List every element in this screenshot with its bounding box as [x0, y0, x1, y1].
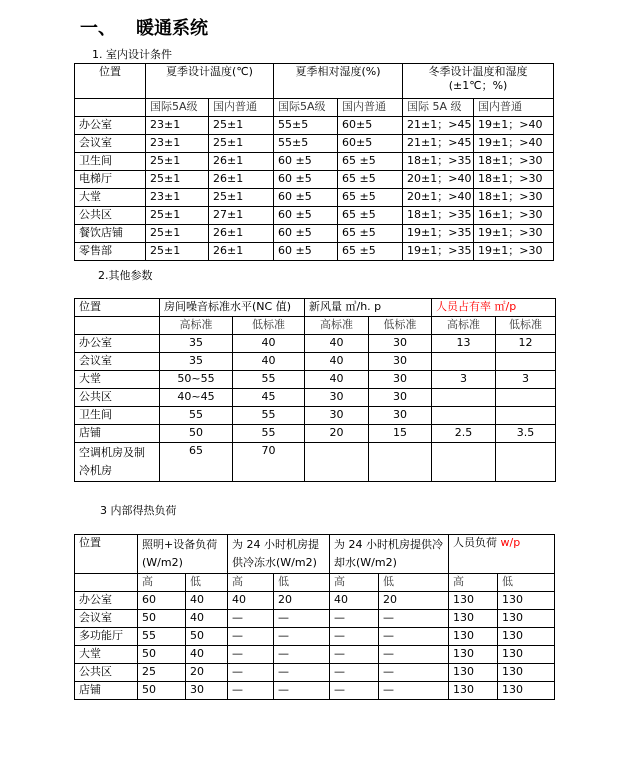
table-cell: — [330, 664, 379, 682]
table-cell: — [330, 628, 379, 646]
header-summer-temp: 夏季设计温度(℃) [146, 64, 274, 99]
table-cell: 3 [496, 371, 556, 389]
subheader-cell: 国内普通 [209, 99, 274, 117]
subheader-cell: 国内普通 [338, 99, 403, 117]
table-cell: 21±1；>45 [403, 135, 474, 153]
table-cell: — [330, 610, 379, 628]
table-cell: 40 [186, 646, 228, 664]
header-position: 位置 [75, 64, 146, 99]
table-row [75, 646, 555, 664]
table-cell: 20 [379, 592, 449, 610]
table-cell: 60 ±5 [274, 207, 338, 225]
table-row [75, 610, 555, 628]
subheader-cell: 低 [274, 574, 330, 592]
section-heading [80, 14, 208, 40]
table-cell [496, 389, 556, 407]
table-cell: 25±1 [146, 225, 209, 243]
subheader-cell: 高标准 [305, 317, 369, 335]
table-cell: 30 [369, 353, 432, 371]
subheader-cell: 高 [449, 574, 498, 592]
row-label: 多功能厅 [75, 628, 138, 646]
table-cell [305, 443, 369, 482]
table-cell: 55±5 [274, 117, 338, 135]
subheader-cell: 高 [138, 574, 186, 592]
subheader-cell: 低 [498, 574, 555, 592]
table-cell: 130 [498, 610, 555, 628]
header-people-load [449, 535, 555, 574]
table-cell: 30 [369, 389, 432, 407]
table-cell: — [379, 610, 449, 628]
table-cell: 26±1 [209, 225, 274, 243]
subheader-cell: 国内普通 [474, 99, 554, 117]
table-row [75, 628, 555, 646]
table-cell: 60 ±5 [274, 225, 338, 243]
table-cell: 30 [369, 407, 432, 425]
table-cell: 130 [498, 664, 555, 682]
header-position: 位置 [75, 535, 138, 574]
row-label: 公共区 [75, 664, 138, 682]
table-cell: — [228, 610, 274, 628]
table-cell: 18±1；>30 [474, 171, 554, 189]
row-label: 公共区 [75, 389, 160, 407]
row-label: 空调机房及制冷机房 [75, 443, 160, 482]
header-noise: 房间噪音标准水平(NC 值) [160, 299, 305, 317]
row-label: 公共区 [75, 207, 146, 225]
table-cell [369, 443, 432, 482]
table-cell: — [379, 682, 449, 700]
header-winter [403, 64, 554, 99]
table-cell: — [274, 628, 330, 646]
table-cell: 65 ±5 [338, 207, 403, 225]
table-cell: 65 ±5 [338, 243, 403, 261]
subheader-cell: 低 [186, 574, 228, 592]
row-label: 餐饮店铺 [75, 225, 146, 243]
row-label: 大堂 [75, 646, 138, 664]
table-row [75, 207, 554, 225]
table-cell [496, 353, 556, 371]
table-cell: 30 [369, 371, 432, 389]
table-cell: — [228, 628, 274, 646]
subheader-cell: 低 [379, 574, 449, 592]
table-cell: 18±1；>35 [403, 207, 474, 225]
row-label: 办公室 [75, 592, 138, 610]
table-row [75, 592, 555, 610]
table-cell: — [330, 682, 379, 700]
table-row [75, 153, 554, 171]
header-fresh-air: 新风量 ㎥/h. p [305, 299, 432, 317]
table-row [75, 443, 556, 482]
table-cell: 20 [186, 664, 228, 682]
table-cell [432, 353, 496, 371]
table-cell: 19±1；>35 [403, 243, 474, 261]
table-cell: 23±1 [146, 117, 209, 135]
table-cell: 40 [233, 353, 305, 371]
table-cell [432, 407, 496, 425]
table-cell: 130 [498, 628, 555, 646]
header-empty [75, 99, 146, 117]
table-cell: 50 [138, 682, 186, 700]
table-cell: 19±1；>35 [403, 225, 474, 243]
table-cell: — [228, 682, 274, 700]
header-people-label: 人员负荷 [453, 536, 498, 549]
table-cell: 55 [233, 407, 305, 425]
table-cell: 40 [330, 592, 379, 610]
table-cell: 130 [498, 592, 555, 610]
table-cell: 40 [228, 592, 274, 610]
header-cooling-water: 为 24 小时机房提供冷却水(W/m2) [330, 535, 449, 574]
table-cell [496, 443, 556, 482]
table-cell: 35 [160, 335, 233, 353]
table-cell: — [379, 646, 449, 664]
table-cell: 60 ±5 [274, 189, 338, 207]
row-label: 办公室 [75, 335, 160, 353]
table-cell: 19±1；>30 [474, 243, 554, 261]
table-cell: 20 [274, 592, 330, 610]
heading-number: 一、 [80, 18, 116, 39]
table-cell: 26±1 [209, 153, 274, 171]
subheader-cell: 高标准 [160, 317, 233, 335]
section3-title: 3 内部得热负荷 [100, 504, 177, 517]
table-cell: 3.5 [496, 425, 556, 443]
table-cell: 40 [305, 335, 369, 353]
row-label: 会议室 [75, 135, 146, 153]
table-cell: 130 [498, 646, 555, 664]
table-cell: 25±1 [209, 189, 274, 207]
row-label: 办公室 [75, 117, 146, 135]
table-cell: 50 [186, 628, 228, 646]
table-row [75, 189, 554, 207]
table-cell: 70 [233, 443, 305, 482]
table-cell: 13 [432, 335, 496, 353]
subheader-cell: 高 [330, 574, 379, 592]
table-row [75, 171, 554, 189]
header-empty [75, 317, 160, 335]
table-cell: 18±1；>30 [474, 189, 554, 207]
table-cell: 130 [449, 628, 498, 646]
table-cell: 60±5 [338, 135, 403, 153]
table-cell: 55 [160, 407, 233, 425]
table-cell: 60 ±5 [274, 171, 338, 189]
table-cell: 40 [186, 610, 228, 628]
table-cell: 130 [449, 664, 498, 682]
table-cell: 65 ±5 [338, 225, 403, 243]
other-parameters-table [74, 298, 556, 482]
subheader-cell: 低标准 [496, 317, 556, 335]
table-cell: 50 [138, 646, 186, 664]
table-cell: 25±1 [146, 153, 209, 171]
table-cell: 23±1 [146, 135, 209, 153]
table-cell: 25±1 [146, 243, 209, 261]
table-cell: 130 [449, 682, 498, 700]
indoor-design-table [74, 63, 554, 261]
table-cell: — [274, 682, 330, 700]
table-cell: 65 ±5 [338, 171, 403, 189]
table-row [75, 335, 556, 353]
section2-title: 2.其他参数 [98, 269, 153, 282]
table-cell: 65 [160, 443, 233, 482]
table-cell: 40 [305, 353, 369, 371]
table-cell: 40 [186, 592, 228, 610]
table-cell: 30 [186, 682, 228, 700]
table-row [75, 664, 555, 682]
row-label: 卫生间 [75, 153, 146, 171]
table-cell: — [274, 646, 330, 664]
table-cell: 130 [498, 682, 555, 700]
table-cell: — [274, 664, 330, 682]
table-row [75, 225, 554, 243]
row-label: 电梯厅 [75, 171, 146, 189]
header-winter-line1: 冬季设计温度和湿度 [428, 65, 528, 78]
subheader-cell: 高标准 [432, 317, 496, 335]
header-lighting: 照明+设备负荷(W/m2) [138, 535, 228, 574]
table-cell: 25±1 [146, 171, 209, 189]
subheader-cell: 低标准 [369, 317, 432, 335]
subheader-cell: 国际5A级 [274, 99, 338, 117]
table-cell: 65 ±5 [338, 189, 403, 207]
table-cell: 26±1 [209, 171, 274, 189]
table-cell: 25±1 [146, 207, 209, 225]
table-cell: — [379, 664, 449, 682]
table-cell: 20±1；>40 [403, 171, 474, 189]
table-cell: 30 [305, 407, 369, 425]
table-cell: 55 [138, 628, 186, 646]
table-cell: 130 [449, 610, 498, 628]
table-cell: 40 [305, 371, 369, 389]
table-cell: 55 [233, 425, 305, 443]
table-cell: 40 [233, 335, 305, 353]
row-label: 卫生间 [75, 407, 160, 425]
table-cell: 50 [160, 425, 233, 443]
table-cell: 25±1 [209, 117, 274, 135]
table-cell: 26±1 [209, 243, 274, 261]
row-label: 店铺 [75, 425, 160, 443]
table-cell: — [228, 646, 274, 664]
table-row [75, 682, 555, 700]
internal-heat-gain-table [74, 534, 555, 700]
table-cell: 21±1；>45 [403, 117, 474, 135]
table-cell: 2.5 [432, 425, 496, 443]
table-row [75, 389, 556, 407]
table-cell: 60±5 [338, 117, 403, 135]
table-cell: 55 [233, 371, 305, 389]
table-cell: — [228, 664, 274, 682]
section1-title: 1. 室内设计条件 [92, 48, 172, 61]
table-cell: 16±1；>30 [474, 207, 554, 225]
table-cell [432, 389, 496, 407]
header-position: 位置 [75, 299, 160, 317]
table-cell: 45 [233, 389, 305, 407]
row-label: 大堂 [75, 189, 146, 207]
table-cell [432, 443, 496, 482]
table-cell: 50 [138, 610, 186, 628]
row-label: 大堂 [75, 371, 160, 389]
table-cell: 12 [496, 335, 556, 353]
subheader-cell: 低标准 [233, 317, 305, 335]
heading-title: 暖通系统 [136, 18, 208, 39]
table-cell: 19±1；>30 [474, 225, 554, 243]
table-cell: 15 [369, 425, 432, 443]
table-cell: 130 [449, 592, 498, 610]
table-cell: — [274, 610, 330, 628]
row-label: 店铺 [75, 682, 138, 700]
table-row [75, 425, 556, 443]
header-chilled-water: 为 24 小时机房提供冷冻水(W/m2) [228, 535, 330, 574]
table-cell: 18±1；>30 [474, 153, 554, 171]
table-cell: — [379, 628, 449, 646]
table-cell: 18±1；>35 [403, 153, 474, 171]
table-cell: 65 ±5 [338, 153, 403, 171]
table-cell: 50~55 [160, 371, 233, 389]
header-winter-line2: (±1℃；%) [448, 79, 508, 92]
table-cell: 25±1 [209, 135, 274, 153]
table-cell: 60 ±5 [274, 243, 338, 261]
table-cell: 25 [138, 664, 186, 682]
table-cell: 20 [305, 425, 369, 443]
table-row [75, 353, 556, 371]
table-row [75, 243, 554, 261]
table-cell: 20±1；>40 [403, 189, 474, 207]
table-cell: 60 ±5 [274, 153, 338, 171]
table-cell: 30 [369, 335, 432, 353]
table-cell: 19±1；>40 [474, 135, 554, 153]
table-cell: 3 [432, 371, 496, 389]
table-row [75, 135, 554, 153]
header-people-unit: w/p [500, 536, 521, 549]
header-occupancy: 人员占有率 ㎡/p [432, 299, 556, 317]
table-cell: 55±5 [274, 135, 338, 153]
subheader-cell: 国际5A级 [146, 99, 209, 117]
table-row [75, 407, 556, 425]
row-label: 会议室 [75, 610, 138, 628]
table-cell: 35 [160, 353, 233, 371]
table-cell: 19±1；>40 [474, 117, 554, 135]
subheader-cell: 高 [228, 574, 274, 592]
table-cell: 23±1 [146, 189, 209, 207]
table-cell: — [330, 646, 379, 664]
table-row [75, 117, 554, 135]
header-summer-humidity: 夏季相对湿度(%) [274, 64, 403, 99]
row-label: 零售部 [75, 243, 146, 261]
table-cell: 27±1 [209, 207, 274, 225]
table-cell: 40~45 [160, 389, 233, 407]
table-cell: 60 [138, 592, 186, 610]
subheader-cell: 国际 5A 级 [403, 99, 474, 117]
table-cell: 130 [449, 646, 498, 664]
table-cell: 30 [305, 389, 369, 407]
row-label: 会议室 [75, 353, 160, 371]
table-row [75, 371, 556, 389]
header-empty [75, 574, 138, 592]
table-cell [496, 407, 556, 425]
